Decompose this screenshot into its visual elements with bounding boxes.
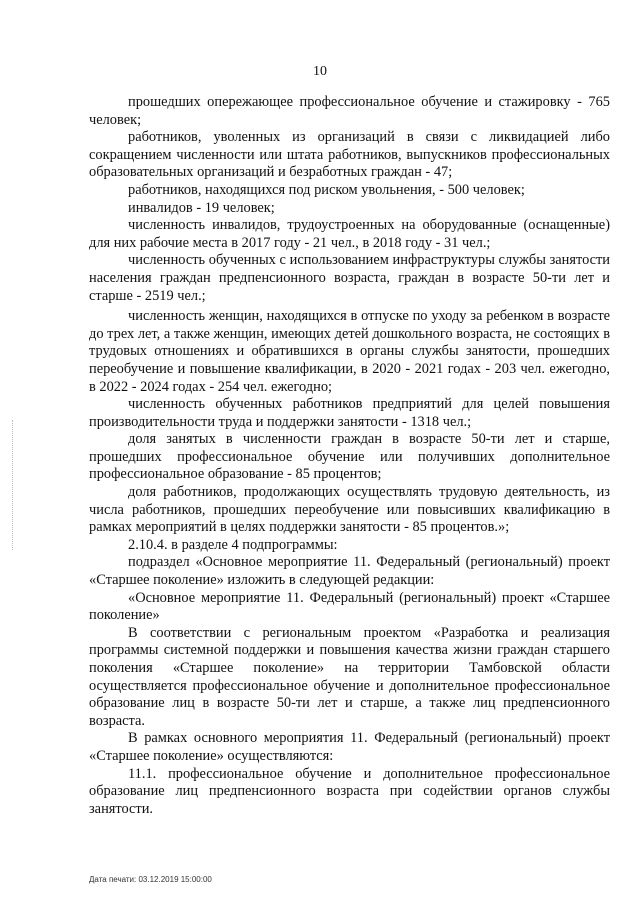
paragraph: численность обученных с использованием инфраструктуры службы занятости населения граждан предпенсионного возраста, граждан в возрасте 50-ти лет и старше - 2519 чел.; (89, 252, 610, 304)
document-body (89, 94, 610, 818)
paragraph: численность обученных работников предприятий для целей повышения производительности труда и поддержки занятости - 1318 чел.; (89, 396, 610, 430)
paragraph: доля работников, продолжающих осуществлять трудовую деятельность, из числа работников, прошедших переобучение или повысивших квалификацию в рамках мероприятий в целях поддержки занятости - 85 процентов.»; (89, 484, 610, 536)
paragraph: «Основное мероприятие 11. Федеральный (региональный) проект «Старшее поколение» (89, 589, 610, 624)
paragraph: численность инвалидов, трудоустроенных на оборудованные (оснащенные) для них рабочие места в 2017 году - 21 чел., в 2018 году - 31 чел.; (89, 217, 610, 251)
margin-stamp-mark (12, 420, 16, 550)
paragraph: В рамках основного мероприятия 11. Федеральный (региональный) проект «Старшее поколение» осуществляются: (89, 730, 610, 764)
paragraph: работников, находящихся под риском увольнения, - 500 человек; (128, 181, 525, 198)
paragraph: 2.10.4. в разделе 4 подпрограммы: (128, 536, 338, 553)
paragraph: работников, уволенных из организаций в связи с ликвидацией либо сокращением численности или штата работников, выпускников профессиональных образовательных организаций и безработных граждан - 47; (89, 129, 610, 181)
paragraph: подраздел «Основное мероприятие 11. Федеральный (региональный) проект «Старшее поколение» изложить в следующей редакции: (89, 554, 610, 589)
page-number: 10 (313, 64, 327, 79)
paragraph: В соответствии с региональным проектом «Разработка и реализация программы системной поддержки и повышения качества жизни граждан старшего поколения «Старшее поколение» на территории Тамбовской области осуществляется профессиональное обучение и дополнительное профессиональное образование лиц в возрасте 50-ти лет и старше, а также лиц предпенсионного возраста. (89, 624, 610, 729)
paragraph: численность женщин, находящихся в отпуске по уходу за ребенком в возрасте до трех лет, а также женщин, имеющих детей дошкольного возраста, не состоящих в трудовых отношениях и обратившихся в органы службы занятости, прошедших переобучение и повышение квалификации, в 2020 - 2021 годах - 203 чел. ежегодно, в 2022 - 2024 годах - 254 чел. ежегодно; (89, 308, 610, 395)
paragraph: доля занятых в численности граждан в возрасте 50-ти лет и старше, прошедших профессиональное обучение или получивших дополнительное профессиональное образование - 85 процентов; (89, 431, 610, 483)
paragraph: 11.1. профессиональное обучение и дополнительное профессиональное образование лиц предпенсионного возраста при содействии органов службы занятости. (89, 765, 610, 817)
paragraph: прошедших опережающее профессиональное обучение и стажировку - 765 человек; (89, 94, 610, 128)
paragraph: инвалидов - 19 человек; (128, 199, 275, 216)
print-date-footer: Дата печати: 03.12.2019 15:00:00 (89, 875, 212, 884)
